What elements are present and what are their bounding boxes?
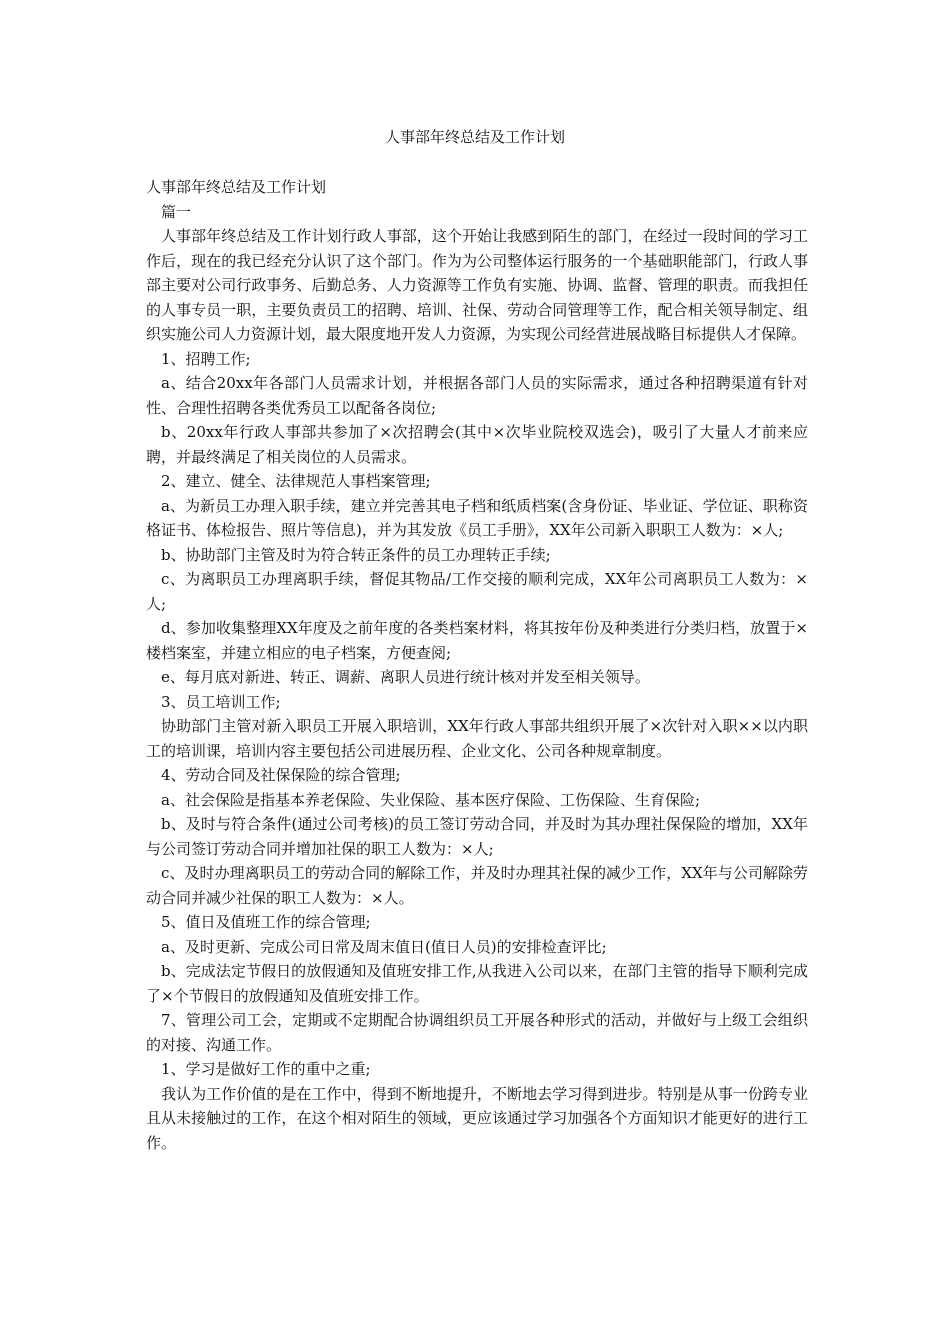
document-body: [146, 175, 808, 1155]
paragraph: 4、劳动合同及社保保险的综合管理;: [161, 766, 401, 784]
paragraph: 1、学习是做好工作的重中之重;: [161, 1060, 371, 1078]
paragraph: 我认为工作价值的是在工作中，得到不断地提升，不断地去学习得到进步。特别是从事一份跨专业且从未接触过的工作，在这个相对陌生的领域，更应该通过学习加强各个方面知识才能更好的进行工作。: [146, 1084, 808, 1152]
paragraph: 2、建立、健全、法律规范人事档案管理;: [161, 472, 431, 490]
paragraph: c、及时办理离职员工的劳动合同的解除工作，并及时办理其社保的减少工作，XX年与公司解除劳动合同并减少社保的职工人数为：×人。: [146, 864, 808, 907]
paragraph: a、社会保险是指基本养老保险、失业保险、基本医疗保险、工伤保险、生育保险;: [161, 790, 701, 809]
paragraph: 3、员工培训工作;: [161, 692, 281, 711]
paragraph: a、及时更新、完成公司日常及周末值日(值日人员)的安排检查评比;: [161, 937, 607, 956]
paragraph: 人事部年终总结及工作计划行政人事部，这个开始让我感到陌生的部门，在经过一段时间的学习工作后，现在的我已经充分认识了这个部门。作为为公司整体运行服务的一个基础职能部门，行政人事部主要对公司行政事务、后勤总务、人力资源等工作负有实施、协调、监督、管理的职责。而我担任的人事专员一职，主要负责员工的招聘、培训、社保、劳动合同管理等工作，配合相关领导制定、组织实施公司人力资源计划，最大限度地开发人力资源，为实现公司经营进展战略目标提供人才保障。: [146, 227, 808, 343]
paragraph: 1、招聘工作;: [161, 349, 251, 368]
paragraph: a、为新员工办理入职手续，建立并完善其电子档和纸质档案(含身份证、毕业证、学位证、职称资格证书、体检报告、照片等信息)，并为其发放《员工手册》，XX年公司新入职职工人数为：×人;: [146, 496, 808, 539]
document-title: 人事部年终总结及工作计划: [384, 128, 565, 146]
paragraph: b、完成法定节假日的放假通知及值班安排工作,从我进入公司以来，在部门主管的指导下顺利完成了×个节假日的放假通知及值班安排工作。: [146, 962, 808, 1005]
paragraph: e、每月底对新进、转正、调薪、离职人员进行统计核对并发至相关领导。: [161, 668, 650, 686]
paragraph: c、为离职员工办理离职手续，督促其物品/工作交接的顺利完成，XX年公司离职员工人数为：×人;: [146, 570, 808, 613]
paragraph: b、及时与符合条件(通过公司考核)的员工签订劳动合同，并及时为其办理社保保险的增加，XX年与公司签订劳动合同并增加社保的职工人数为：×人;: [146, 815, 808, 858]
paragraph: d、参加收集整理XX年度及之前年度的各类档案材料，将其按年份及种类进行分类归档，放置于×楼档案室，并建立相应的电子档案，方便查阅;: [146, 619, 808, 662]
paragraph: 篇一: [161, 202, 192, 221]
paragraph: 协助部门主管对新入职员工开展入职培训，XX年行政人事部共组织开展了×次针对入职××以内职工的培训课，培训内容主要包括公司进展历程、企业文化、公司各种规章制度。: [146, 717, 808, 760]
paragraph: a、结合20xx年各部门人员需求计划，并根据各部门人员的实际需求，通过各种招聘渠道有针对性、合理性招聘各类优秀员工以配备各岗位;: [146, 374, 808, 417]
paragraph: b、协助部门主管及时为符合转正条件的员工办理转正手续;: [161, 545, 551, 564]
paragraph: 7、管理公司工会，定期或不定期配合协调组织员工开展各种形式的活动，并做好与上级工会组织的对接、沟通工作。: [146, 1011, 808, 1054]
paragraph: 人事部年终总结及工作计划: [146, 178, 327, 196]
paragraph: 5、值日及值班工作的综合管理;: [161, 913, 371, 931]
paragraph: b、20xx年行政人事部共参加了×次招聘会(其中×次毕业院校双选会)，吸引了大量人才前来应聘，并最终满足了相关岗位的人员需求。: [146, 423, 808, 466]
